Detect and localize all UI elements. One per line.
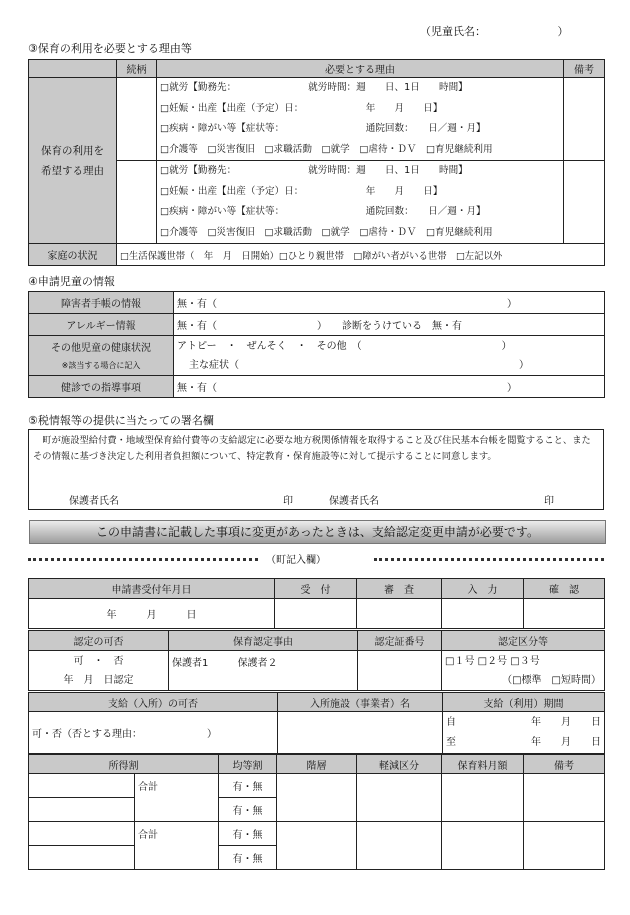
from-label: 自 — [446, 716, 456, 728]
cert-approval-cell — [29, 651, 169, 691]
allergy-value[interactable]: 無・有（ ） 診断をうけている 無・有 — [174, 314, 605, 336]
remarks-cell-2[interactable] — [564, 161, 605, 244]
remarks-cell-fee-1[interactable] — [524, 774, 605, 822]
fee-cell-2[interactable] — [442, 822, 524, 870]
dotted-divider-right — [374, 558, 604, 561]
row-label-line2: 希望する理由 — [41, 164, 104, 177]
fee-cell-1[interactable] — [442, 774, 524, 822]
option-work[interactable]: □就労【勤務先： 就労時間：週 日、1日 時間】 — [160, 165, 468, 176]
guardian-name-label-1: 保護者氏名 — [69, 496, 119, 507]
row-label-line1: 保育の利用を — [41, 144, 104, 157]
pay-approval-value[interactable]: 可・否（否とする理由： ） — [29, 712, 278, 754]
nyuryoku-header: 入 力 — [442, 579, 524, 599]
shinsa-cell[interactable] — [357, 599, 442, 629]
equal-header: 均等割 — [219, 755, 277, 774]
reduction-cell-2[interactable] — [357, 822, 442, 870]
health-value-2[interactable]: 主な症状（ ） — [189, 359, 529, 371]
child-name-field[interactable]: （児童氏名： ） — [420, 25, 569, 38]
received-date-header: 申請書受付年月日 — [29, 579, 275, 599]
yes-no-4[interactable]: 有・無 — [219, 846, 277, 870]
option-pregnancy[interactable]: □妊娠・出産【出産（予定）日： 年 月 日】 — [160, 102, 443, 114]
to-date: 年 月 日 — [531, 736, 601, 748]
checkup-label: 健診での指導事項 — [29, 376, 174, 398]
family-status-options[interactable]: □生活保護世帯（ 年 月 日開始）□ひとり親世帯 □障がい者がいる世帯 □左記以外 — [117, 244, 605, 266]
guardian1-label: 保護者1 — [172, 658, 209, 669]
cert-date[interactable]: 年 月 日認定 — [63, 674, 134, 686]
pay-approval-header: 支給（入所）の可否 — [29, 693, 278, 712]
reason-options-2 — [157, 161, 564, 244]
health-label: その他児童の健康状況 — [51, 342, 151, 354]
allergy-label: アレルギー情報 — [29, 314, 174, 336]
cert-number-header: 認定証番号 — [358, 631, 442, 651]
relation-cell-2[interactable] — [117, 161, 157, 244]
health-value-cell — [174, 336, 605, 376]
dotted-divider-left — [28, 558, 258, 561]
cert-reason-header: 保育認定事由 — [169, 631, 358, 651]
received-date-value[interactable]: 年 月 日 — [29, 599, 275, 629]
reason-options-1 — [157, 78, 564, 161]
office-receipt-table — [28, 578, 605, 629]
fee-header: 保育料月額 — [442, 755, 524, 774]
remarks-header: 備考 — [564, 60, 605, 78]
consent-text: 町が施設型給付費・地域型保育給付費等の支給認定に必要な地方税関係情報を取得すること及び住民基本台帳を閲覧すること、またその情報に基づき決定した利用者負担額について、特定教育・保育施設等に対して提示することに同意します。 — [33, 435, 591, 462]
relation-header: 続柄 — [117, 60, 157, 78]
cert-approval-header: 認定の可否 — [29, 631, 169, 651]
guardian-name-label-2: 保護者氏名 — [329, 496, 379, 507]
yes-no-2[interactable]: 有・無 — [219, 798, 277, 822]
child-info-table — [28, 291, 605, 398]
facility-header: 入所施設（事業者）名 — [278, 693, 443, 712]
option-illness[interactable]: □疾病・障がい等【症状等： 通院回数： 日／週・月】 — [160, 206, 486, 217]
total-cell-2 — [135, 822, 219, 870]
yes-no-1[interactable]: 有・無 — [219, 774, 277, 798]
health-note: ※該当する場合に記入 — [61, 360, 141, 370]
nyuryoku-cell[interactable] — [442, 599, 524, 629]
to-label: 至 — [446, 736, 456, 748]
total-cell-1 — [135, 774, 219, 822]
office-cert-table — [28, 630, 605, 691]
option-work[interactable]: □就労【勤務先： 就労時間：週 日、1日 時間】 — [160, 82, 468, 93]
office-fee-table — [28, 754, 605, 870]
kakunin-header: 確 認 — [524, 579, 605, 599]
from-date: 年 月 日 — [531, 716, 601, 728]
uketsuke-cell[interactable] — [275, 599, 357, 629]
facility-cell[interactable] — [278, 712, 443, 754]
cert-number-cell[interactable] — [358, 651, 442, 691]
cert-class-cell — [442, 651, 605, 691]
uketsuke-header: 受 付 — [275, 579, 357, 599]
pay-period-header: 支給（利用）期間 — [443, 693, 605, 712]
disability-value[interactable]: 無・有（ ） — [174, 292, 605, 314]
blank-header-cell — [29, 60, 117, 78]
health-value-1[interactable]: アトピー ・ ぜんそく ・ その他 （ ） — [177, 340, 512, 352]
seal-mark-1: 印 — [283, 496, 293, 507]
reason-row-label — [29, 78, 117, 244]
shinsa-header: 審 査 — [357, 579, 442, 599]
cert-reason-cell — [169, 651, 358, 691]
kakunin-cell[interactable] — [524, 599, 605, 629]
office-use-label: （町記入欄） — [266, 555, 326, 566]
option-pregnancy[interactable]: □妊娠・出産【出産（予定）日： 年 月 日】 — [160, 185, 443, 197]
consent-box — [28, 429, 604, 510]
option-care-etc[interactable]: □介護等 □災害復旧 □求職活動 □就学 □虐待・ＤＶ □育児継続利用 — [160, 226, 493, 238]
income-header: 所得割 — [29, 755, 219, 774]
remarks-cell-1[interactable] — [564, 78, 605, 161]
cert-class-header: 認定区分等 — [442, 631, 605, 651]
cert-ka-hi[interactable]: 可 ・ 否 — [73, 655, 124, 667]
health-label-cell — [29, 336, 174, 376]
checkup-value[interactable]: 無・有（ ） — [174, 376, 605, 398]
guardian2-label: 保護者２ — [237, 658, 278, 669]
option-illness[interactable]: □疾病・障がい等【症状等： 通院回数： 日／週・月】 — [160, 123, 486, 134]
income-cell-3[interactable] — [29, 822, 135, 846]
reason-table — [28, 59, 605, 266]
relation-cell-1[interactable] — [117, 78, 157, 161]
section5-title: ⑤税情報等の提供に当たっての署名欄 — [28, 414, 214, 427]
bracket-header: 階層 — [277, 755, 357, 774]
period-to-row[interactable] — [446, 733, 601, 753]
bracket-cell-1[interactable] — [277, 774, 357, 822]
pay-period-cell — [443, 712, 605, 754]
cert-class-options[interactable]: □１号 □２号 □３号 — [445, 655, 540, 667]
fee-remarks-header: 備考 — [524, 755, 605, 774]
section4-title: ④申請児童の情報 — [28, 275, 115, 288]
income-cell-2[interactable] — [29, 798, 135, 822]
yes-no-3[interactable]: 有・無 — [219, 822, 277, 846]
total-label-1: 合計 — [138, 782, 158, 793]
office-payment-table — [28, 692, 605, 754]
change-notice-banner: この申請書に記載した事項に変更があったときは、支給認定変更申請が必要です。 — [29, 520, 606, 544]
cert-class-sub[interactable]: （□標準 □短時間） — [502, 674, 601, 686]
period-from-row[interactable] — [446, 713, 601, 733]
seal-mark-2: 印 — [544, 496, 554, 507]
income-cell-4[interactable] — [29, 846, 135, 870]
reduction-cell-1[interactable] — [357, 774, 442, 822]
total-label-2: 合計 — [138, 830, 158, 841]
income-cell-1[interactable] — [29, 774, 135, 798]
remarks-cell-fee-2[interactable] — [524, 822, 605, 870]
reduction-header: 軽減区分 — [357, 755, 442, 774]
option-care-etc[interactable]: □介護等 □災害復旧 □求職活動 □就学 □虐待・ＤＶ □育児継続利用 — [160, 143, 493, 155]
family-status-label: 家庭の状況 — [29, 244, 117, 266]
disability-label: 障害者手帳の情報 — [29, 292, 174, 314]
bracket-cell-2[interactable] — [277, 822, 357, 870]
section3-title: ③保育の利用を必要とする理由等 — [28, 42, 192, 55]
reason-header: 必要とする理由 — [157, 60, 564, 78]
